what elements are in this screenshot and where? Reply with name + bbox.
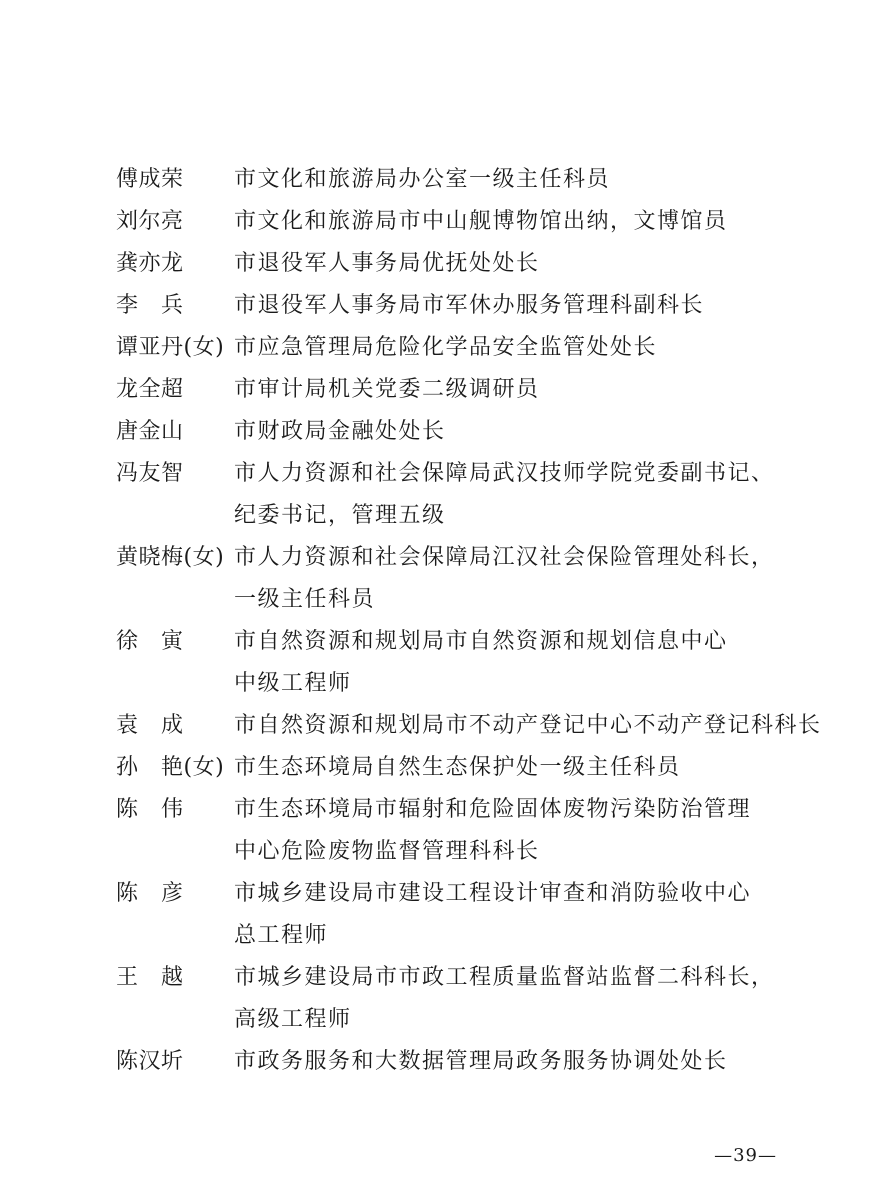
person-position — [234, 747, 816, 789]
person-name: 龙全超 — [116, 377, 184, 402]
person-name: 傅成荣 — [116, 167, 184, 192]
person-name: 徐 寅 — [116, 629, 184, 654]
person-position — [234, 201, 816, 243]
position-line: 市生态环境局自然生态保护处一级主任科员 — [234, 755, 681, 780]
list-item — [116, 285, 816, 327]
list-item — [116, 747, 816, 789]
person-name: 孙 艳(女) — [116, 755, 225, 780]
person-position — [234, 285, 816, 327]
position-line: 市财政局金融处处长 — [234, 419, 446, 444]
person-position — [234, 537, 816, 621]
person-position — [234, 621, 816, 705]
position-line: 市退役军人事务局优抚处处长 — [234, 251, 540, 276]
list-item — [116, 201, 816, 243]
position-line: 市应急管理局危险化学品安全监管处处长 — [234, 335, 658, 360]
list-item — [116, 705, 822, 747]
list-item — [116, 621, 816, 705]
person-position — [234, 159, 816, 201]
person-position — [234, 411, 816, 453]
person-name: 冯友智 — [116, 461, 184, 486]
position-line: 一级主任科员 — [234, 587, 376, 612]
list-item — [116, 1041, 816, 1083]
list-item — [116, 159, 816, 201]
person-name: 谭亚丹(女) — [116, 335, 225, 360]
person-name: 李 兵 — [116, 293, 184, 318]
person-position — [234, 1041, 816, 1083]
personnel-list — [116, 159, 822, 1083]
position-line: 市政务服务和大数据管理局政务服务协调处处长 — [234, 1049, 728, 1074]
position-line: 市生态环境局市辐射和危险固体废物污染防治管理 — [234, 797, 752, 822]
position-line: 市人力资源和社会保障局武汉技师学院党委副书记、 — [234, 461, 775, 486]
position-line: 市城乡建设局市建设工程设计审查和消防验收中心 — [234, 881, 752, 906]
position-line: 市文化和旅游局市中山舰博物馆出纳，文博馆员 — [234, 209, 728, 234]
person-name: 陈 伟 — [116, 797, 184, 822]
position-line: 高级工程师 — [234, 1007, 352, 1032]
list-item — [116, 789, 816, 873]
person-position — [234, 327, 816, 369]
position-line: 市自然资源和规划局市自然资源和规划信息中心 — [234, 629, 728, 654]
list-item — [116, 411, 816, 453]
position-line: 市自然资源和规划局市不动产登记中心不动产登记科科长 — [234, 713, 822, 738]
person-position — [234, 957, 816, 1041]
person-name: 袁 成 — [116, 713, 184, 738]
person-position — [234, 705, 822, 747]
position-line: 纪委书记，管理五级 — [234, 503, 446, 528]
list-item — [116, 327, 816, 369]
list-item — [116, 957, 816, 1041]
person-name: 刘尔亮 — [116, 209, 184, 234]
position-line: 市退役军人事务局市军休办服务管理科副科长 — [234, 293, 705, 318]
page-number: —39— — [714, 1145, 777, 1166]
person-position — [234, 789, 816, 873]
person-name: 王 越 — [116, 965, 184, 990]
person-name: 陈 彦 — [116, 881, 184, 906]
position-line: 市人力资源和社会保障局江汉社会保险管理处科长， — [234, 545, 775, 570]
person-position — [234, 873, 816, 957]
position-line: 中级工程师 — [234, 671, 352, 696]
list-item — [116, 453, 816, 537]
person-name: 龚亦龙 — [116, 251, 184, 276]
position-line: 中心危险废物监督管理科科长 — [234, 839, 540, 864]
person-position — [234, 453, 816, 537]
person-position — [234, 243, 816, 285]
position-line: 市城乡建设局市市政工程质量监督站监督二科科长， — [234, 965, 775, 990]
person-name: 陈汉圻 — [116, 1049, 184, 1074]
list-item — [116, 369, 816, 411]
person-name: 唐金山 — [116, 419, 184, 444]
list-item — [116, 873, 816, 957]
person-position — [234, 369, 816, 411]
list-item — [116, 537, 816, 621]
position-line: 总工程师 — [234, 923, 329, 948]
list-item — [116, 243, 816, 285]
position-line: 市审计局机关党委二级调研员 — [234, 377, 540, 402]
person-name: 黄晓梅(女) — [116, 545, 225, 570]
position-line: 市文化和旅游局办公室一级主任科员 — [234, 167, 611, 192]
